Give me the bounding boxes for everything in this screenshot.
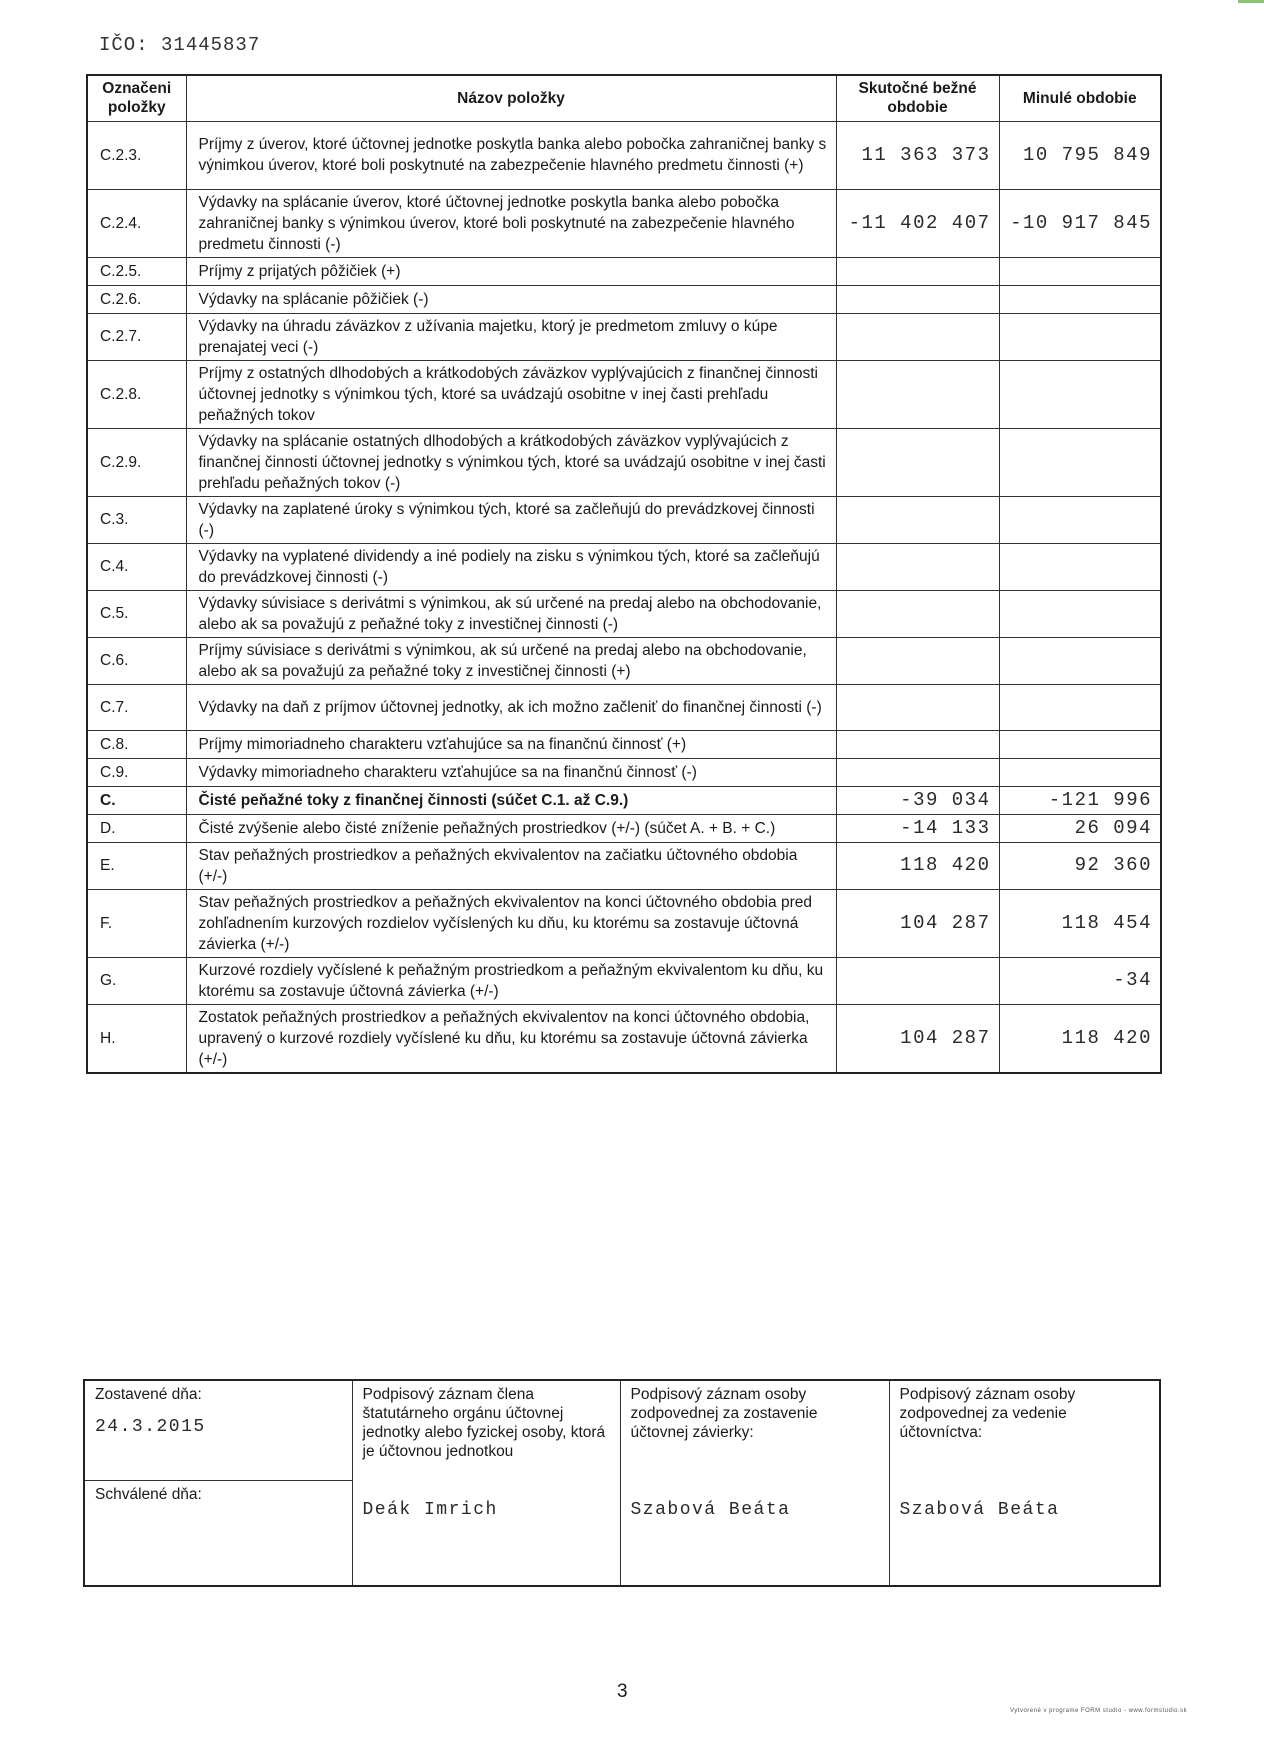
row-previous-value (999, 543, 1161, 590)
header-name: Názov položky (186, 75, 836, 121)
row-name: Stav peňažných prostriedkov a peňažných ekvivalentov na konci účtovného obdobia pred zohľadnením kurzových rozdielov vyčíslených ku dňu, ku ktorému sa zostavuje účtovná závierka (+/-) (186, 889, 836, 957)
row-code: E. (87, 842, 186, 889)
row-previous-value (999, 590, 1161, 637)
signature-table (83, 1379, 1161, 1587)
row-current-value (836, 285, 999, 313)
footer-note: Vytvorené v programe FORM studio - www.formstudio.sk (1010, 1708, 1188, 1714)
prepared-date: 24.3.2015 (95, 1417, 206, 1437)
table-row (87, 313, 1161, 360)
row-name: Výdavky mimoriadneho charakteru vzťahujúce sa na finančnú činnosť (-) (186, 758, 836, 786)
row-current-value: 104 287 (836, 889, 999, 957)
row-previous-value: 118 420 (999, 1004, 1161, 1073)
row-previous-value (999, 730, 1161, 758)
table-row (87, 285, 1161, 313)
row-name: Výdavky na splácanie ostatných dlhodobých a krátkodobých záväzkov vyplývajúcich z finančnej činnosti účtovnej jednotky s výnimkou tých, ktoré sa uvádzajú osobitne v inej časti prehľadu peňažných tokov (-) (186, 428, 836, 496)
row-name: Výdavky na splácanie pôžičiek (-) (186, 285, 836, 313)
row-current-value: 104 287 (836, 1004, 999, 1073)
header-code: Označeni položky (87, 75, 186, 121)
table-row (87, 496, 1161, 543)
row-name: Stav peňažných prostriedkov a peňažných ekvivalentov na začiatku účtovného obdobia (+/-) (186, 842, 836, 889)
row-code: C.2.9. (87, 428, 186, 496)
statutory-signature-cell (352, 1380, 620, 1586)
row-name: Výdavky na daň z príjmov účtovnej jednotky, ak ich možno začleniť do finančnej činnosti (-) (186, 684, 836, 730)
row-previous-value: -121 996 (999, 786, 1161, 814)
row-current-value (836, 730, 999, 758)
row-current-value (836, 957, 999, 1004)
row-code: C.2.3. (87, 121, 186, 189)
row-previous-value (999, 637, 1161, 684)
row-name: Výdavky na zaplatené úroky s výnimkou tých, ktoré sa začleňujú do prevádzkovej činnosti (-) (186, 496, 836, 543)
row-current-value (836, 758, 999, 786)
row-current-value (836, 496, 999, 543)
row-code: C.7. (87, 684, 186, 730)
preparer-signature-name: Szabová Beáta (630, 1500, 791, 1520)
row-name: Príjmy mimoriadneho charakteru vzťahujúce sa na finančnú činnosť (+) (186, 730, 836, 758)
row-name: Výdavky na vyplatené dividendy a iné podiely na zisku s výnimkou tých, ktoré sa začleňujú do prevádzkovej činnosti (-) (186, 543, 836, 590)
header-previous: Minulé obdobie (999, 75, 1161, 121)
row-name: Výdavky na úhradu záväzkov z užívania majetku, ktorý je predmetom zmluvy o kúpe prenajatej veci (-) (186, 313, 836, 360)
table-row (87, 889, 1161, 957)
row-current-value (836, 313, 999, 360)
row-previous-value: 92 360 (999, 842, 1161, 889)
row-name: Príjmy súvisiace s derivátmi s výnimkou, ak sú určené na predaj alebo na obchodovanie, alebo ak sa považujú za peňažné toky z investičnej činnosti (+) (186, 637, 836, 684)
row-current-value: 118 420 (836, 842, 999, 889)
row-current-value (836, 257, 999, 285)
row-previous-value (999, 758, 1161, 786)
preparer-signature-cell (620, 1380, 889, 1586)
table-row (87, 842, 1161, 889)
header-current: Skutočné bežné obdobie (836, 75, 999, 121)
table-row (87, 1004, 1161, 1073)
table-row (87, 257, 1161, 285)
company-id: IČO: 31445837 (99, 34, 261, 56)
row-code: C.5. (87, 590, 186, 637)
table-row (87, 543, 1161, 590)
row-name: Čisté peňažné toky z finančnej činnosti (súčet C.1. až C.9.) (186, 786, 836, 814)
row-code: C.9. (87, 758, 186, 786)
table-row (87, 360, 1161, 428)
row-name: Výdavky súvisiace s derivátmi s výnimkou, ak sú určené na predaj alebo na obchodovanie, alebo ak sa považujú z peňažné toky z investičnej činnosti (-) (186, 590, 836, 637)
row-name: Výdavky na splácanie úverov, ktoré účtovnej jednotke poskytla banka alebo pobočka zahraničnej banky s výnimkou úverov, ktoré boli poskytnuté na zabezpečenie hlavného predmetu činnosti (-) (186, 189, 836, 257)
accountant-signature-name: Szabová Beáta (899, 1500, 1060, 1520)
row-current-value: -14 133 (836, 814, 999, 842)
row-code: C.2.4. (87, 189, 186, 257)
table-row (87, 957, 1161, 1004)
row-current-value (836, 590, 999, 637)
row-current-value (836, 684, 999, 730)
table-row (87, 758, 1161, 786)
accountant-signature-label: Podpisový záznam osoby zodpovednej za vedenie účtovníctva: (899, 1386, 1076, 1441)
row-current-value (836, 360, 999, 428)
row-previous-value: -10 917 845 (999, 189, 1161, 257)
table-row (87, 637, 1161, 684)
cash-flow-table (86, 74, 1162, 1074)
table-row (87, 121, 1161, 189)
row-previous-value: 10 795 849 (999, 121, 1161, 189)
row-current-value: 11 363 373 (836, 121, 999, 189)
row-code: G. (87, 957, 186, 1004)
row-current-value (836, 428, 999, 496)
table-row (87, 814, 1161, 842)
statutory-signature-name: Deák Imrich (362, 1500, 498, 1520)
row-name: Zostatok peňažných prostriedkov a peňažných ekvivalentov na konci účtovného obdobia, upravený o kurzové rozdiely vyčíslené ku dňu, ku ktorému sa zostavuje účtovná závierka (+/-) (186, 1004, 836, 1073)
row-code: C.2.6. (87, 285, 186, 313)
row-name: Príjmy z úverov, ktoré účtovnej jednotke poskytla banka alebo pobočka zahraničnej banky s výnimkou úverov, ktoré boli poskytnuté na zabezpečenie hlavného predmetu činnosti (+) (186, 121, 836, 189)
row-previous-value: -34 (999, 957, 1161, 1004)
preparer-signature-label: Podpisový záznam osoby zodpovednej za zostavenie účtovnej závierky: (630, 1386, 818, 1441)
row-code: F. (87, 889, 186, 957)
row-current-value: -11 402 407 (836, 189, 999, 257)
table-header-row (87, 75, 1161, 121)
approved-cell (84, 1480, 352, 1586)
row-code: C.2.7. (87, 313, 186, 360)
row-previous-value (999, 684, 1161, 730)
row-previous-value (999, 313, 1161, 360)
accountant-signature-cell (889, 1380, 1160, 1586)
row-code: D. (87, 814, 186, 842)
scan-edge-mark (1238, 0, 1264, 3)
row-current-value: -39 034 (836, 786, 999, 814)
row-name: Čisté zvýšenie alebo čisté zníženie peňažných prostriedkov (+/-) (súčet A. + B. + C.) (186, 814, 836, 842)
row-code: H. (87, 1004, 186, 1073)
row-name: Príjmy z prijatých pôžičiek (+) (186, 257, 836, 285)
row-name: Príjmy z ostatných dlhodobých a krátkodobých záväzkov vyplývajúcich z finančnej činnosti účtovnej jednotky s výnimkou tých, ktoré sa uvádzajú osobitne v inej časti prehľadu peňažných tokov (186, 360, 836, 428)
row-previous-value (999, 428, 1161, 496)
row-previous-value (999, 360, 1161, 428)
row-code: C.2.5. (87, 257, 186, 285)
approved-label: Schválené dňa: (95, 1485, 202, 1503)
page-number: 3 (617, 1681, 628, 1702)
row-previous-value (999, 285, 1161, 313)
table-row (87, 786, 1161, 814)
prepared-cell (84, 1380, 352, 1480)
row-code: C. (87, 786, 186, 814)
row-code: C.6. (87, 637, 186, 684)
table-row (87, 684, 1161, 730)
row-code: C.4. (87, 543, 186, 590)
row-code: C.2.8. (87, 360, 186, 428)
row-previous-value: 118 454 (999, 889, 1161, 957)
statutory-signature-label: Podpisový záznam člena štatutárneho orgánu účtovnej jednotky alebo fyzickej osoby, ktorá je účtovnou jednotkou (362, 1386, 606, 1460)
table-row (87, 189, 1161, 257)
table-row (87, 730, 1161, 758)
row-code: C.3. (87, 496, 186, 543)
row-current-value (836, 637, 999, 684)
row-previous-value: 26 094 (999, 814, 1161, 842)
row-previous-value (999, 257, 1161, 285)
prepared-label: Zostavené dňa: (95, 1386, 202, 1403)
row-code: C.8. (87, 730, 186, 758)
table-row (87, 428, 1161, 496)
row-current-value (836, 543, 999, 590)
table-row (87, 590, 1161, 637)
row-name: Kurzové rozdiely vyčíslené k peňažným prostriedkom a peňažným ekvivalentom ku dňu, ku ktorému sa zostavuje účtovná závierka (+/-) (186, 957, 836, 1004)
row-previous-value (999, 496, 1161, 543)
